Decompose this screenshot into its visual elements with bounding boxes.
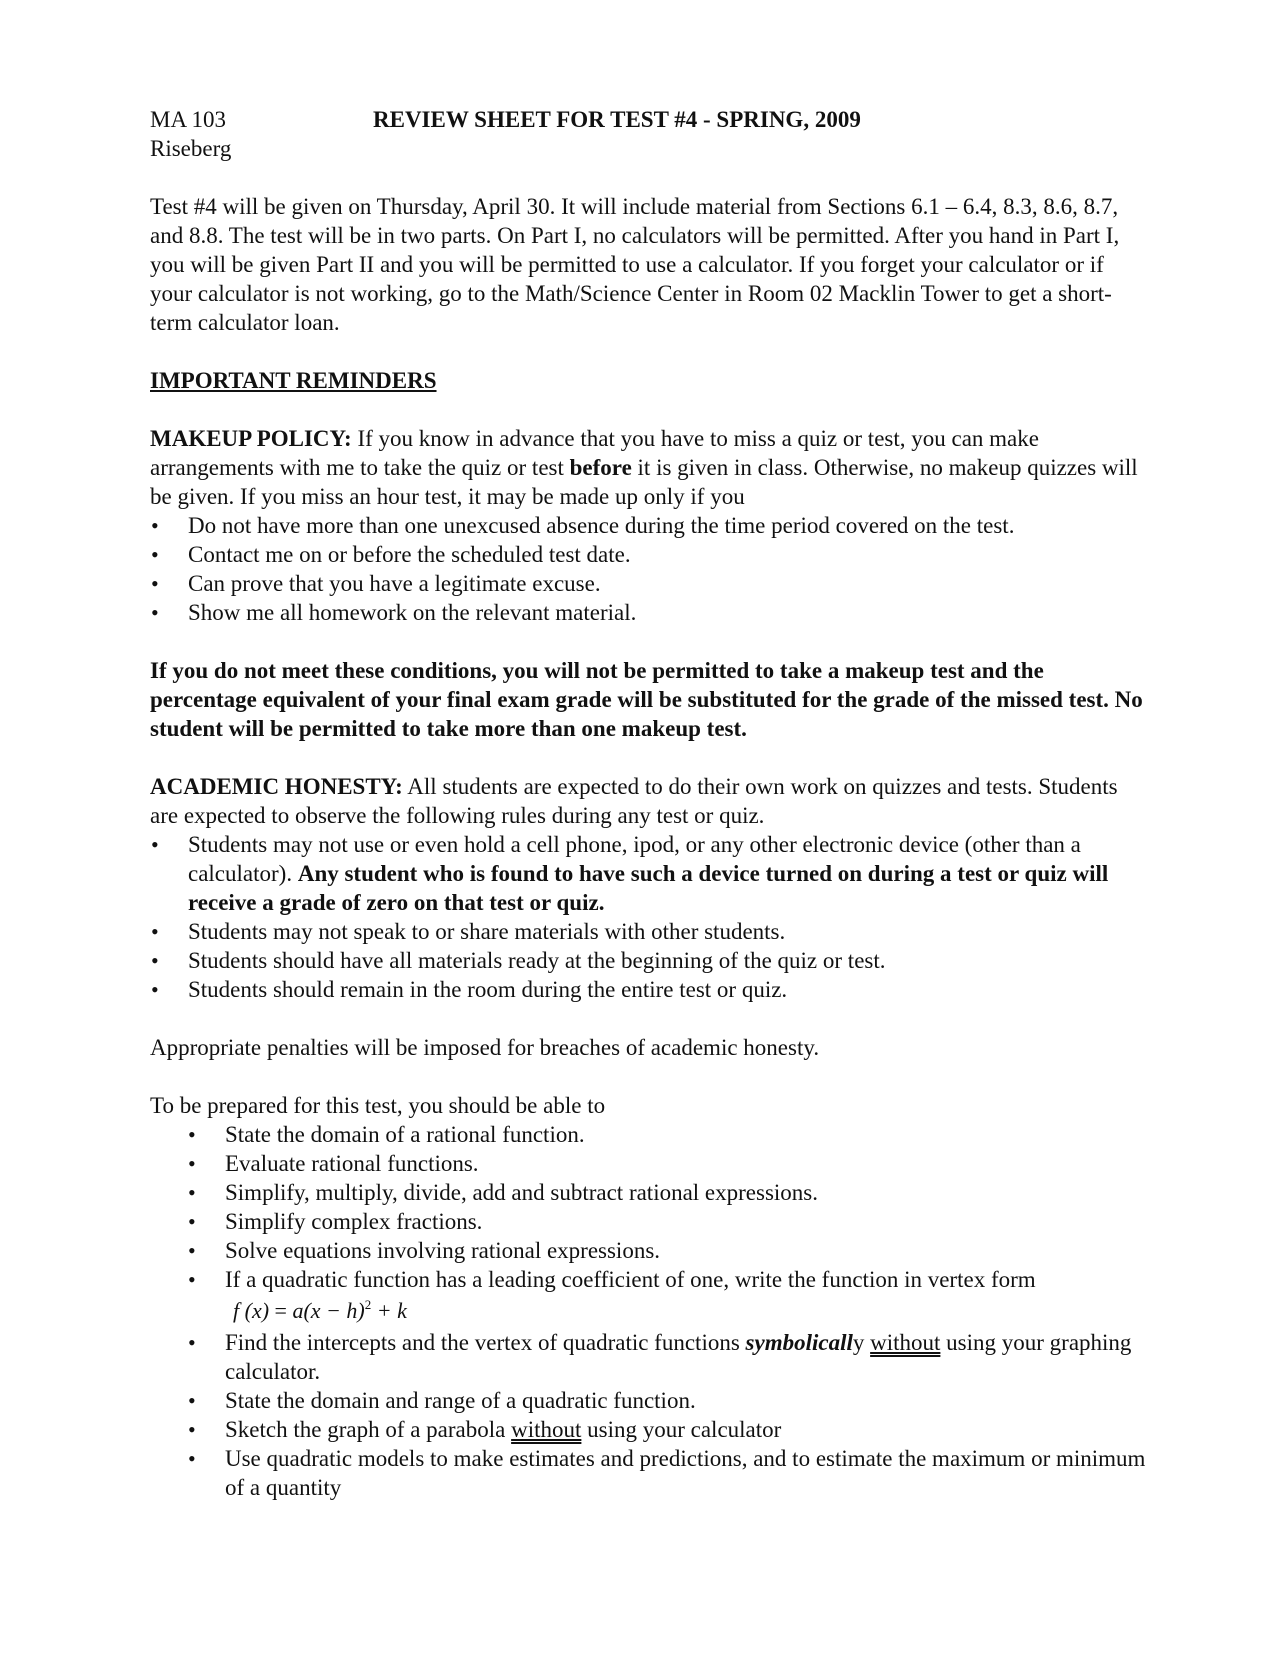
symbolically-y: y — [852, 1330, 865, 1355]
makeup-warning: If you do not meet these conditions, you will not be permitted to take a makeup test and the percentage equivalent of your final exam grade will be substituted for the grade of the missed test. No student will be permitted to take more than one makeup test. — [150, 658, 1143, 741]
vertex-form-formula — [225, 1294, 1150, 1328]
preparation-intro: To be prepared for this test, you should be able to — [150, 1093, 606, 1118]
symbolically-emphasis: symbolicall — [745, 1330, 853, 1355]
course-code: MA 103 — [150, 107, 227, 132]
formula-exponent: 2 — [364, 1297, 372, 1312]
without-emphasis: without — [511, 1417, 582, 1442]
sketch-text-pre: Sketch the graph of a parabola — [225, 1417, 512, 1442]
intercepts-text-post: using your graphing calculator. — [225, 1330, 1132, 1384]
honesty-rules-list — [150, 830, 1150, 1004]
list-item: • Contact me on or before the scheduled test date. — [150, 540, 1150, 569]
makeup-text-b: it is given in class. Otherwise, no makeup quizzes will be given. If you miss an hour test, it may be made up only if you — [150, 455, 1138, 509]
list-item: • Simplify, multiply, divide, add and subtract rational expressions. — [150, 1178, 1150, 1207]
intro-paragraph: Test #4 will be given on Thursday, April 30. It will include material from Sections 6.1 – 6.4, 8.3, 8.6, 8.7, and 8.8. The test will be in two parts. On Part I, no calculators will be permitted. After you hand in Part I, you will be given Part II and you will be permitted to use a calculator. If you forget your calculator or if your calculator is not working, go to the Math/Science Center in Room 02 Macklin Tower to get a short-term calculator loan. — [150, 194, 1120, 335]
document-title: REVIEW SHEET FOR TEST #4 - SPRING, 2009 — [373, 107, 861, 132]
list-item: • Can prove that you have a legitimate excuse. — [150, 569, 1150, 598]
formula-tail: + k — [371, 1298, 407, 1323]
makeup-text-a: If you know in advance that you have to miss a quiz or test, you can make arrangements with me to take the quiz or test — [150, 426, 1039, 480]
academic-honesty-paragraph — [150, 772, 1150, 830]
vertex-form-text: If a quadratic function has a leading coefficient of one, write the function in vertex form — [225, 1267, 1036, 1292]
penalties-statement: Appropriate penalties will be imposed for breaches of academic honesty. — [150, 1035, 820, 1060]
list-item — [150, 1415, 1150, 1444]
instructor-name: Riseberg — [150, 136, 232, 161]
list-item: • Evaluate rational functions. — [150, 1149, 1150, 1178]
list-item: • State the domain of a rational function. — [150, 1120, 1150, 1149]
list-item: • Solve equations involving rational expressions. — [150, 1236, 1150, 1265]
reminders-heading: IMPORTANT REMINDERS — [150, 368, 437, 393]
rule-text: Students may not use or even hold a cell phone, ipod, or any other electronic device (other than a calculator). — [188, 832, 1081, 886]
list-item — [150, 1265, 1150, 1328]
list-item: • Do not have more than one unexcused absence during the time period covered on the test. — [150, 511, 1150, 540]
makeup-policy-paragraph — [150, 424, 1150, 511]
formula-equals: = — [269, 1298, 293, 1323]
academic-honesty-label: ACADEMIC HONESTY: — [150, 774, 403, 799]
formula-lhs: f (x) — [233, 1298, 270, 1323]
makeup-conditions-list — [150, 511, 1150, 627]
list-item: • Students may not speak to or share materials with other students. — [150, 917, 1150, 946]
list-item: • Show me all homework on the relevant material. — [150, 598, 1150, 627]
academic-honesty-text: All students are expected to do their own work on quizzes and tests. Students are expected to observe the following rules during any test or quiz. — [150, 774, 1118, 828]
makeup-bold-word: before — [569, 455, 632, 480]
without-emphasis: without — [870, 1330, 941, 1355]
list-item: • Students should have all materials ready at the beginning of the quiz or test. — [150, 946, 1150, 975]
intercepts-text-pre: Find the intercepts and the vertex of quadratic functions — [225, 1330, 746, 1355]
list-item: • State the domain and range of a quadratic function. — [150, 1386, 1150, 1415]
list-item: • Simplify complex fractions. — [150, 1207, 1150, 1236]
sketch-text-post: using your calculator — [581, 1417, 782, 1442]
rule-bold-text: Any student who is found to have such a device turned on during a test or quiz will receive a grade of zero on that test or quiz. — [188, 861, 1109, 915]
list-item: • Use quadratic models to make estimates and predictions, and to estimate the maximum or minimum of a quantity — [150, 1444, 1150, 1502]
list-item: • Students should remain in the room during the entire test or quiz. — [150, 975, 1150, 1004]
makeup-policy-label: MAKEUP POLICY: — [150, 426, 352, 451]
preparation-list — [150, 1120, 1150, 1502]
list-item — [150, 830, 1150, 917]
header — [150, 105, 1150, 134]
list-item — [150, 1328, 1150, 1386]
document-page — [150, 105, 1150, 1502]
formula-rhs: a(x − h) — [292, 1298, 365, 1323]
